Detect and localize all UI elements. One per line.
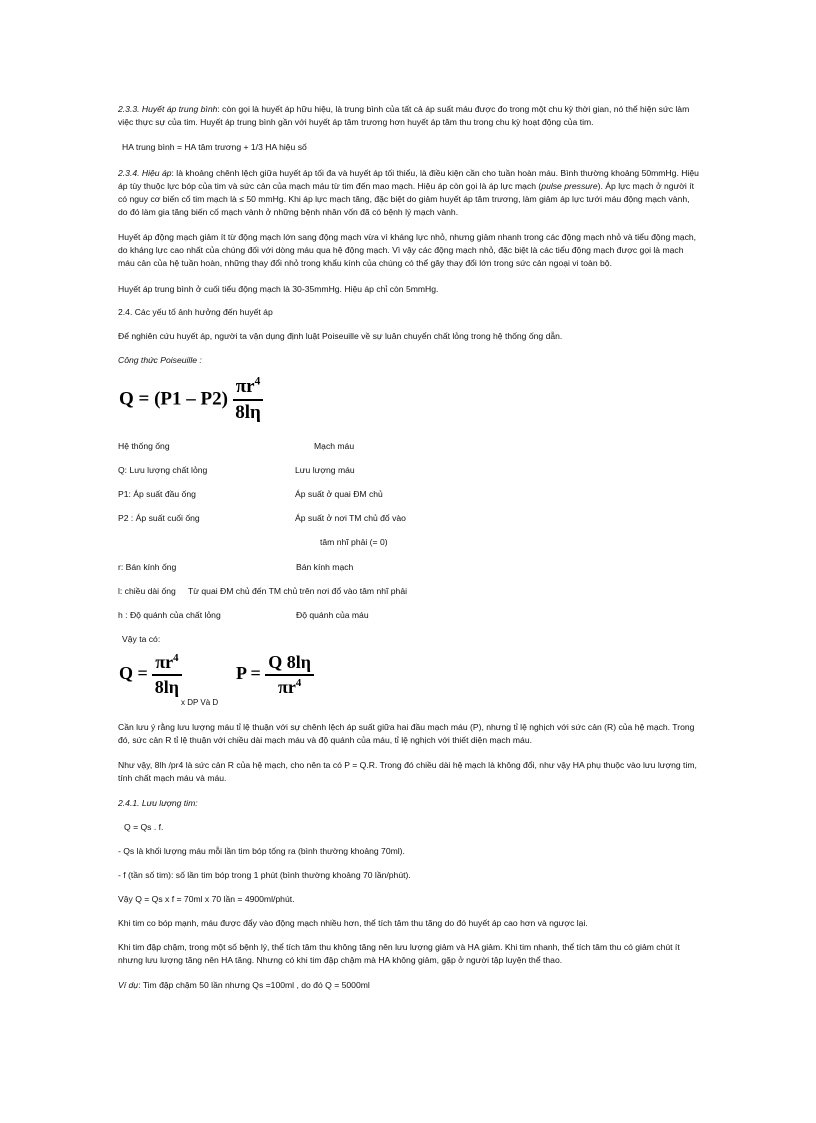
poiseuille-formula	[119, 376, 263, 424]
section-2-3-3-label: 2.3.3. Huyết áp trung bình	[118, 104, 218, 114]
cardiac-output-calculation: Vậy Q = Qs x f = 70ml x 70 lần = 4900ml/phút.	[118, 894, 295, 904]
resistance-paragraph: Như vậy, 8lh /pr4 là sức cản R của hệ mạch, cho nên ta có P = Q.R. Trong đó chiều dài hệ mạch là không đổi, như vậy HA phụ thuộc vào lưu lượng tim, tính chất mạch máu và máu.	[118, 760, 697, 783]
compare-row-right: Độ quánh của máu	[296, 610, 369, 620]
capillary-pressure-paragraph: Huyết áp trung bình ở cuối tiểu động mạch là 30-35mmHg. Hiệu áp chỉ còn 5mmHg.	[118, 284, 439, 294]
formula-3-numerator: Q 8lη	[265, 652, 314, 676]
formula-3-lhs: P =	[236, 663, 261, 684]
formula-1-denominator: 8lη	[235, 402, 261, 423]
flow-formula	[119, 652, 182, 698]
heart-rate-paragraph: Khi tim đập chậm, trong một số bệnh lý, thể tích tâm thu không tăng nên lưu lượng giảm và HA giảm. Khi tim nhanh, thể tích tâm thu có giảm chút ít nhưng lưu lượng tăng nên HA tăng. Nhưng có khi tim đập chậm mà HA không giảm, gặp ở người tập luyện thể thao.	[118, 942, 680, 965]
section-2-3-4-label: 2.3.4. Hiệu áp	[118, 168, 172, 178]
vay-ta-co: Vậy ta có:	[122, 634, 161, 644]
compare-row-left: l: chiều dài ống	[118, 586, 176, 596]
example-paragraph	[118, 979, 700, 992]
pressure-formula	[236, 652, 314, 698]
compare-row-left: P1: Áp suất đầu ống	[118, 489, 196, 499]
qs-definition: - Qs là khối lượng máu mỗi lần tim bóp tống ra (bình thường khoảng 70ml).	[118, 846, 405, 856]
compare-row-left: P2 : Áp suất cuối ống	[118, 513, 200, 523]
formula-3-exponent: 4	[295, 677, 302, 689]
example-label: Ví dụ	[118, 980, 139, 990]
formula-1-fraction	[233, 376, 264, 424]
pressure-drop-paragraph: Huyết áp động mạch giảm ít từ động mạch lớn sang động mạch vừa vì kháng lực nhỏ, nhưng giảm nhanh trong các động mạch nhỏ và tiểu động mạch, do kháng lực cao nhất của chúng đối với dòng máu qua hệ động mạch. Vì vậy các động mạch nhỏ, đặc biệt là các tiểu động mạch được gọi là mạch máu cản của hệ tuần hoàn, những thay đổi nhỏ trong khẩu kính của chúng có thể gây thay đổi lớn trong sức cản ngoại vi toàn bộ.	[118, 232, 697, 268]
poiseuille-intro-paragraph: Để nghiên cứu huyết áp, người ta vận dụng định luật Poiseuille về sự luân chuyển chất lỏng trong hệ thống ống dẫn.	[118, 331, 563, 341]
section-2-3-4-text-1: : là khoảng chênh lệch giữa huyết áp tối đa và huyết áp tối thiểu, là điều kiện cần cho tuần hoàn máu. Bình thường khoảng 50mmHg. Hiệu áp tùy thuộc lực bóp của tim và sức cản của mạch máu từ tim đến mao mạch. Hiệu áp còn gọi là áp lực mạch (	[118, 168, 699, 191]
example-text: : Tim đập chậm 50 lần nhưng Qs =100ml , do đó Q = 5000ml	[138, 980, 370, 990]
compare-row-right: Áp suất ở quai ĐM chủ	[295, 489, 383, 499]
formula-1-numerator: πr	[235, 376, 255, 397]
formula-2-numerator: πr	[155, 652, 174, 672]
section-2-4-1-heading: 2.4.1. Lưu lượng tim:	[118, 798, 198, 808]
mean-pressure-formula: HA trung bình = HA tâm trương + 1/3 HA hiệu số	[122, 142, 307, 152]
section-2-3-4-text-2: ). Áp lực mạch ở người ít có nguy cơ biến cố tim mạch là ≤ 50 mmHg. Khi áp lực mạch tăng, đặc biệt do giảm huyết áp tâm trương, làm giảm áp lực tưới máu động mạch vành, do đó làm gia tăng biến cố mạch vành ở những bệnh nhân vốn đã có bệnh lý mạch vành.	[118, 181, 694, 217]
formula-2-lhs: Q =	[119, 663, 148, 684]
formula-3-denominator: πr	[278, 677, 296, 697]
formula-2-denominator: 8lη	[154, 677, 180, 697]
compare-row-left: r: Bán kính ống	[118, 562, 177, 572]
compare-row-right-continued: tâm nhĩ phải (= 0)	[320, 537, 388, 547]
compare-row-right: Áp suất ở nơi TM chủ đổ vào	[295, 513, 406, 523]
section-2-3-3-text: : còn gọi là huyết áp hữu hiệu, là trung bình của tất cả áp suất máu được đo trong một chu kỳ thời gian, nó thể hiện sức làm việc thực sự của tim. Huyết áp trung bình gần với huyết áp tâm trương hơn huyết áp tâm thu trong chu kỳ hoạt động của tim.	[118, 104, 690, 127]
formula-1-lhs: Q = (P1 – P2)	[119, 388, 228, 410]
formula-3-fraction	[265, 652, 314, 698]
compare-row-left: h : Độ quánh của chất lỏng	[118, 610, 221, 620]
compare-row-right: Lưu lượng máu	[295, 465, 355, 475]
section-2-4-heading: 2.4. Các yếu tố ảnh hưởng đến huyết áp	[118, 307, 273, 317]
section-2-3-3-paragraph	[118, 103, 700, 129]
formula-2-subscript: x DP Và D	[181, 698, 219, 707]
section-2-3-4-paragraph	[118, 167, 700, 219]
flow-note-paragraph: Cần lưu ý rằng lưu lượng máu tỉ lệ thuận với sự chênh lệch áp suất giữa hai đầu mạch máu (P), nhưng tỉ lệ nghịch với sức cản (R) của hệ mạch. Trong đó, sức cản R tỉ lệ thuận với chiều dài mạch máu và độ quánh của máu, tỉ lệ nghịch với thiết diện mạch máu.	[118, 722, 695, 745]
f-definition: - f (tần số tim): số lần tim bóp trong 1 phút (bình thường khoảng 70 lần/phút).	[118, 870, 411, 880]
compare-row-left: Q: Lưu lượng chất lỏng	[118, 465, 208, 475]
formula-2-fraction	[152, 652, 181, 698]
compare-header-left: Hệ thống ống	[118, 441, 170, 451]
formula-2-exponent: 4	[173, 652, 179, 664]
formula-1-exponent: 4	[254, 375, 261, 388]
compare-header-right: Mạch máu	[314, 441, 355, 451]
compare-row-right: Bán kính mạch	[296, 562, 354, 572]
poiseuille-label: Công thức Poiseuille :	[118, 355, 202, 365]
cardiac-output-formula: Q = Qs . f.	[124, 822, 164, 832]
strong-contraction-paragraph: Khi tim co bóp mạnh, máu được đẩy vào động mạch nhiều hơn, thể tích tâm thu tăng do đó huyết áp cao hơn và ngược lại.	[118, 918, 588, 928]
compare-row-right: Từ quai ĐM chủ đến TM chủ trên nơi đổ vào tâm nhĩ phải	[188, 586, 408, 596]
pulse-pressure-term: pulse pressure	[541, 181, 598, 191]
